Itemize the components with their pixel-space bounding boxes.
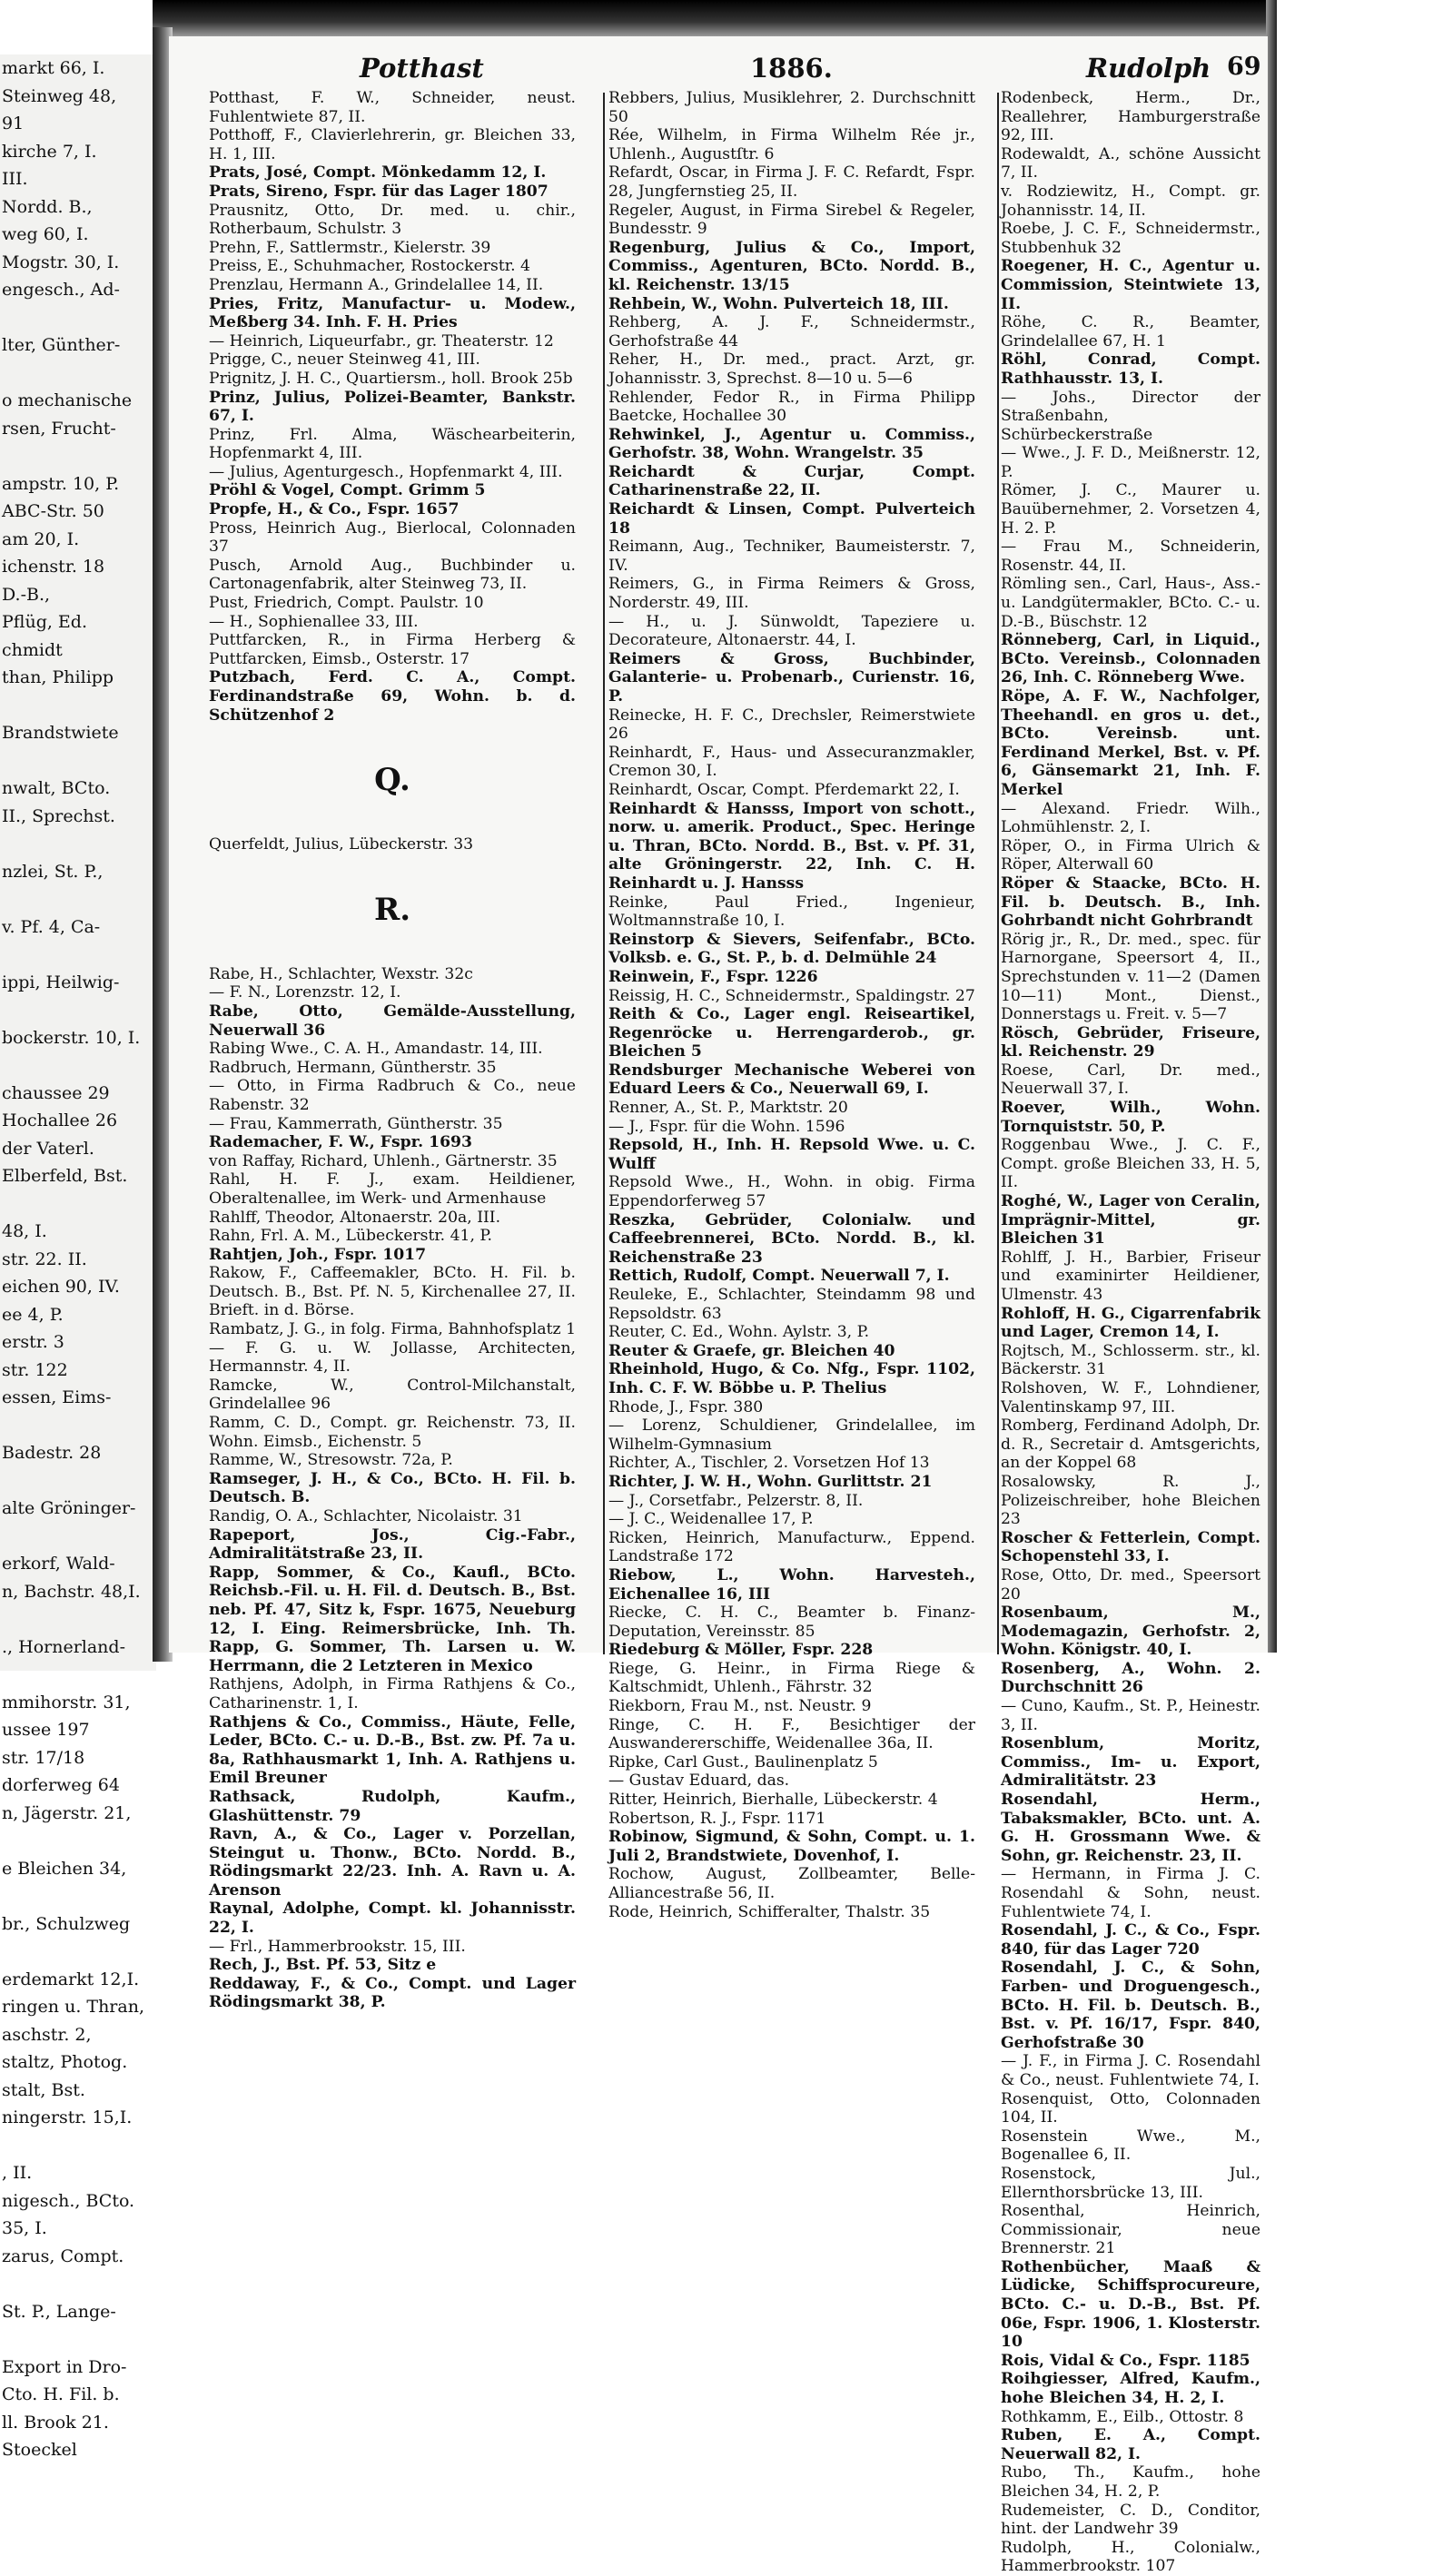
section-letter: Q. (374, 762, 410, 799)
left-page-line (0, 941, 156, 969)
left-page-line: 48, I. (2, 1221, 47, 1241)
column-3 (1001, 89, 1260, 2576)
left-page-line (0, 2325, 156, 2354)
left-page-line: eichen 90, IV. (2, 1277, 120, 1297)
left-page-line: II., Sprechst. (2, 805, 115, 826)
left-page-line: alte Gröninger- (2, 1498, 136, 1518)
directory-entry: Römling sen., Carl, Haus-, Ass.- u. Landgütermakler, BCto. C.- u. D.-B., Büschstr. 12 (1001, 575, 1260, 631)
page-header (169, 53, 1268, 89)
directory-entry: Radbruch, Hermann, Güntherstr. 35 (209, 1058, 497, 1077)
directory-entry: Rhode, J., Fspr. 380 (608, 1397, 764, 1416)
left-page-line: n, Jägerstr. 21, (2, 1802, 132, 1823)
directory-entry: Rothkamm, E., Eilb., Ottostr. 8 (1001, 2407, 1244, 2426)
left-page-line: mmihorstr. 31, (2, 1692, 131, 1712)
directory-entry: Rosendahl, Herm., Tabaksmakler, BCto. unt. A. G. H. Grossmann Wwe. & Sohn, gr. Reichenstr. 23, II. (1001, 1791, 1260, 1865)
directory-entry: — J., Fspr. für die Wohn. 1596 (608, 1117, 845, 1136)
directory-entry: Riekborn, Frau M., nst. Neustr. 9 (608, 1697, 872, 1716)
directory-entry: Reimann, Aug., Techniker, Baumeisterstr. 7, IV. (608, 538, 975, 575)
left-page-line: str. 17/18 (2, 1747, 85, 1768)
directory-entry: — Frau M., Schneiderin, Rosenstr. 44, II. (1001, 538, 1260, 575)
left-page-line: n, Bachstr. 48,I. (2, 1581, 141, 1602)
directory-entry: Rapp, Sommer, & Co., Kaufl., BCto. Reichsb.-Fil. u. H. Fil. d. Deutsch. B., Bst. neb. Pf. 47, Sitz k, Fspr. 1675, Neueburg 12, I. Eing. Reimersbrücke, Inh. Th. Rapp, G. Sommer, Th. Larsen u. W. Herrmann, die 2 Letzteren in Mexico (209, 1563, 576, 1675)
directory-entry: Rehbein, W., Wohn. Pulverteich 18, III. (608, 294, 949, 313)
left-page-line (0, 1412, 156, 1440)
left-page-line: e Bleichen 34, (2, 1858, 127, 1879)
directory-entry: Roever, Wilh., Wohn. Tornquiststr. 50, P. (1001, 1099, 1260, 1136)
directory-entry: — J., Corsetfabr., Pelzerstr. 8, II. (608, 1491, 864, 1510)
left-page-line: ampstr. 10, P. (2, 473, 120, 494)
left-page-line: br., Schulzweg (2, 1913, 131, 1934)
directory-entry: Rosalowsky, R. J., Polizeischreiber, hohe Bleichen 23 (1001, 1472, 1260, 1529)
directory-entry: Reuter, C. Ed., Wohn. Aylstr. 3, P. (608, 1323, 870, 1342)
directory-entry: Röhl, Conrad, Compt. Rathhausstr. 13, I. (1001, 350, 1260, 388)
directory-entry: Rademacher, F. W., Fspr. 1693 (209, 1133, 472, 1152)
left-page-line: than, Philipp (2, 667, 114, 687)
directory-entry: Rois, Vidal & Co., Fspr. 1185 (1001, 2351, 1250, 2370)
directory-entry: Potthoff, F., Clavierlehrerin, gr. Bleichen 33, H. 1, III. (209, 126, 576, 163)
directory-entry: — F. G. u. W. Jollasse, Architecten, Hermannstr. 4, II. (209, 1338, 576, 1377)
left-page-line: nzlei, St. P., (2, 861, 104, 882)
directory-entry: Prinz, Frl. Alma, Wäschearbeiterin, Hopfenmarkt 4, III. (209, 425, 576, 463)
directory-entry: Rothenbücher, Maaß & Lüdicke, Schiffsprocureure, BCto. C.- u. D.-B., Bst. Pf. 06e, Fspr. 1906, 1. Klosterstr. 10 (1001, 2257, 1260, 2352)
directory-entry: v. Rodziewitz, H., Compt. gr. Johannisstr. 14, II. (1001, 182, 1260, 220)
directory-entry: Pries, Fritz, Manufactur- u. Modew., Meßberg 34. Inh. F. H. Pries (209, 294, 576, 332)
left-page-line: St. P., Lange- (2, 2301, 116, 2322)
left-page-line: Mogstr. 30, I. (2, 252, 120, 272)
left-page-line (0, 885, 156, 913)
directory-entry: Rudolph, H., Colonialw., Hammerbrookstr. 107 (1001, 2538, 1260, 2576)
directory-entry: Reddaway, F., & Co., Compt. und Lager Rödingsmarkt 38, P. (209, 1974, 576, 2012)
left-page-line: Cto. H. Fil. b. (2, 2384, 120, 2404)
directory-entry: Rendsburger Mechanische Weberei von Eduard Leers & Co., Neuerwall 69, I. (608, 1061, 975, 1099)
directory-entry: Rolshoven, W. F., Lohndiener, Valentinskamp 97, III. (1001, 1378, 1260, 1416)
directory-entry: Regenburg, Julius & Co., Import, Commiss., Agenturen, BCto. Nordd. B., kl. Reichenstr. 13/15 (608, 238, 975, 294)
directory-entry: Riecke, C. H. C., Beamter b. Finanz-Deputation, Vereinsstr. 85 (608, 1604, 975, 1641)
left-page-line: chaussee 29 (2, 1082, 110, 1103)
left-page-line: erdemarkt 12,I. (2, 1969, 140, 1989)
left-page-line: ippi, Heilwig- (2, 972, 120, 992)
left-page-line (0, 2132, 156, 2160)
directory-entry: Rohlff, J. H., Barbier, Friseur und examinirter Heildiener, Ulmenstr. 43 (1001, 1248, 1260, 1304)
directory-entry: Rehwinkel, J., Agentur u. Commiss., Gerhofstr. 38, Wohn. Wrangelstr. 35 (608, 425, 975, 463)
directory-entry: Rosendahl, J. C., & Co., Fspr. 840, für das Lager 720 (1001, 1921, 1260, 1959)
directory-entry: — Hermann, in Firma J. C. Rosendahl & Sohn, neust. Fuhlentwiete 74, I. (1001, 1865, 1260, 1921)
left-page-line: chmidt (2, 639, 63, 660)
directory-entry: Romberg, Ferdinand Adolph, Dr. d. R., Secretair d. Amtsgerichts, an der Koppel 68 (1001, 1416, 1260, 1473)
directory-entry: Reinhardt & Hansss, Import von schott., norw. u. amerik. Product., Spec. Heringe u. Thran, BCto. Nordd. B., Bst. v. Pf. 31, alte Gröningerstr. 22, Inh. C. H. Reinhardt u. J. Hansss (608, 799, 975, 893)
directory-entry: Regeler, August, in Firma Sirebel & Regeler, Bundesstr. 9 (608, 201, 975, 239)
directory-entry: Röper, O., in Firma Ulrich & Röper, Alterwall 60 (1001, 836, 1260, 874)
directory-entry: Richter, J. W. H., Wohn. Gurlittstr. 21 (608, 1472, 933, 1491)
left-page-line: engesch., Ad- (2, 280, 120, 300)
directory-entry: Rodewaldt, A., schöne Aussicht 7, II. (1001, 144, 1260, 183)
directory-entry: — Alexand. Friedr. Wilh., Lohmühlenstr. 2, I. (1001, 799, 1260, 837)
directory-entry: Prenzlau, Hermann A., Grindelallee 14, II. (209, 275, 544, 294)
directory-entry: Rathsack, Rudolph, Kaufm., Glashüttenstr. 79 (209, 1787, 576, 1825)
directory-entry: — Lorenz, Schuldiener, Grindelallee, im Wilhelm-Gymnasium (608, 1416, 975, 1454)
directory-entry: Rodenbeck, Herm., Dr., Reallehrer, Hamburgerstraße 92, III. (1001, 89, 1260, 145)
left-page-line (0, 1523, 156, 1551)
left-page-line: am 20, I. (2, 528, 80, 549)
left-page-line: aschstr. 2, (2, 2024, 92, 2045)
left-page-line: o mechanische (2, 390, 133, 410)
directory-entry: Reuter & Graefe, gr. Bleichen 40 (608, 1341, 895, 1360)
directory-entry: Reinhardt, Oscar, Compt. Pferdemarkt 22, I. (608, 780, 960, 799)
top-shadow (153, 0, 1270, 36)
left-page-line: ichenstr. 18 (2, 557, 105, 577)
directory-entry: Reinecke, H. F. C., Drechsler, Reimerstwiete 26 (608, 706, 975, 744)
left-page-line: str. 122 (2, 1359, 68, 1380)
directory-entry: Röpe, A. F. W., Nachfolger, Theehandl. en gros u. det., BCto. Vereinsb. unt. Ferdinand Merkel, Bst. v. Pf. 6, Gänsemarkt 21, Inh. F. Merkel (1001, 687, 1260, 799)
directory-entry: Pust, Friedrich, Compt. Paulstr. 10 (209, 594, 484, 613)
directory-entry: Reuleke, E., Schlachter, Steindamm 98 und Repsoldstr. 63 (608, 1286, 975, 1323)
left-page-line: weg 60, I. (2, 224, 89, 244)
left-page-line: rsen, Frucht- (2, 418, 116, 439)
left-page-line: essen, Eims- (2, 1387, 112, 1407)
directory-entry: — H., Sophienallee 33, III. (209, 612, 419, 631)
directory-entry: Rubo, Th., Kaufm., hohe Bleichen 34, H. 2, P. (1001, 2463, 1260, 2501)
directory-entry: Prinz, Julius, Polizei-Beamter, Bankstr. 67, I. (209, 388, 576, 426)
directory-entry: Rosenbaum, M., Modemagazin, Gerhofstr. 2, Wohn. Königstr. 40, I. (1001, 1604, 1260, 1660)
left-page-line: ningerstr. 15,I. (2, 2107, 133, 2127)
directory-entry: Reissig, H. C., Schneidermstr., Spaldingstr. 27 (608, 986, 975, 1005)
left-page-line: ABC-Str. 50 (2, 501, 104, 521)
directory-entry: Roese, Carl, Dr. med., Neuerwall 37, I. (1001, 1061, 1260, 1099)
left-page-line (0, 1661, 156, 1689)
left-page-line (0, 996, 156, 1024)
directory-entry: Rabing Wwe., C. A. H., Amandastr. 14, III. (209, 1040, 543, 1059)
left-page-line (0, 442, 156, 470)
directory-entry: Rahtjen, Joh., Fspr. 1017 (209, 1245, 427, 1264)
left-page-line: ussee 197 (2, 1720, 90, 1740)
directory-entry: Rosenstock, Jul., Ellernthorsbrücke 13, III. (1001, 2164, 1260, 2202)
directory-entry: Rönneberg, Carl, in Liquid., BCto. Vereinsb., Colonnaden 26, Inh. C. Rönneberg Wwe. (1001, 631, 1260, 687)
directory-entry: Prats, José, Compt. Mönkedamm 12, I. (209, 163, 547, 183)
left-page-line: erkorf, Wald- (2, 1554, 115, 1574)
directory-entry: Riebow, L., Wohn. Harvesteh., Eichenallee 16, III (608, 1565, 975, 1604)
directory-entry: Rochow, August, Zollbeamter, Belle-Alliancestraße 56, II. (608, 1865, 975, 1902)
left-page-fragment (0, 54, 156, 2460)
directory-entry: — Gustav Eduard, das. (608, 1772, 790, 1791)
left-page-line: Steinweg 48, (2, 85, 117, 106)
directory-entry: Rose, Otto, Dr. med., Speersort 20 (1001, 1565, 1260, 1604)
directory-entry: Ramm, C. D., Compt. gr. Reichenstr. 73, II. Wohn. Eimsb., Eichenstr. 5 (209, 1414, 576, 1451)
directory-entry: Repsold, H., Inh. H. Repsold Wwe. u. C. Wulff (608, 1136, 975, 1173)
directory-entry: Roghé, W., Lager von Ceralin, Imprägnir-Mittel, gr. Bleichen 31 (1001, 1192, 1260, 1249)
column-rule (997, 93, 999, 1654)
left-page-line: ., Hornerland- (2, 1636, 125, 1657)
column-2 (608, 89, 975, 1921)
left-page-line: III. (2, 169, 28, 189)
directory-entry: Rathjens & Co., Commiss., Häute, Felle, Leder, BCto. C.- u. D.-B., Bst. zw. Pf. 7a u. 8a, Rathhausmarkt 1, Inh. A. Rathjens u. Emil Breuner (209, 1712, 576, 1788)
header-left-keyword: Potthast (360, 53, 484, 84)
directory-entry: Reith & Co., Lager engl. Reiseartikel, Regenröcke u. Herrengarderob., gr. Bleichen 5 (608, 1005, 975, 1061)
directory-entry: Prigge, C., neuer Steinweg 41, III. (209, 350, 480, 370)
left-page-line: ringen u. Thran, (2, 1997, 144, 2017)
directory-entry: Römer, J. C., Maurer u. Bauübernehmer, 2. Vorsetzen 4, H. 2. P. (1001, 481, 1260, 538)
directory-entry: — Frl., Hammerbrookstr. 15, III. (209, 1937, 466, 1956)
directory-entry: Raynal, Adolphe, Compt. kl. Johannisstr. 22, I. (209, 1900, 576, 1938)
header-year: 1886. (750, 53, 833, 84)
left-page-line (0, 692, 156, 720)
directory-entry: Rehberg, A. J. F., Schneidermstr., Gerhofstraße 44 (608, 313, 975, 350)
directory-entry: Querfeldt, Julius, Lübeckerstr. 33 (209, 835, 474, 854)
directory-entry: — F. N., Lorenzstr. 12, I. (209, 983, 401, 1002)
left-page-line (0, 1882, 156, 1910)
left-page-line: ee 4, P. (2, 1304, 64, 1325)
directory-entry: Rakow, F., Caffeemakler, BCto. H. Fil. b. Deutsch. B., Bst. Pf. N. 5, Kirchenallee 27, II. Brieft. in d. Börse. (209, 1264, 576, 1320)
directory-entry: Rojtsch, M., Schlosserm. str., kl. Bäckerstr. 31 (1001, 1341, 1260, 1379)
left-page-line: staltz, Photog. (2, 2052, 128, 2072)
directory-entry: Randig, O. A., Schlachter, Nicolaistr. 31 (209, 1507, 523, 1525)
directory-entry: Robinow, Sigmund, & Sohn, Compt. u. 1. Juli 2, Brandstwiete, Dovenhof, I. (608, 1828, 975, 1865)
directory-entry: Robertson, R. J., Fspr. 1171 (608, 1809, 826, 1828)
column-1 (209, 89, 576, 2012)
directory-entry: Rosendahl, J. C., & Sohn, Farben- und Droguengesch., BCto. H. Fil. b. Deutsch. B., Bst. v. Pf. 16/17, Fspr. 840, Gerhofstraße 30 (1001, 1959, 1260, 2052)
directory-entry: Rösch, Gebrüder, Friseure, kl. Reichenstr. 29 (1001, 1023, 1260, 1061)
directory-entry: Reinke, Paul Fried., Ingenieur, Woltmannstraße 10, I. (608, 893, 975, 931)
directory-entry: Riege, G. Heinr., in Firma Riege & Kaltschmidt, Uhlenh., Fährstr. 32 (608, 1659, 975, 1697)
left-page-line: kirche 7, I. (2, 141, 97, 162)
directory-entry: Rosenblum, Moritz, Commiss., Im- u. Export, Admiralitätstr. 23 (1001, 1734, 1260, 1791)
directory-entry: Pröhl & Vogel, Compt. Grimm 5 (209, 481, 486, 500)
directory-entry: Prausnitz, Otto, Dr. med. u. chir., Rotherbaum, Schulstr. 3 (209, 201, 576, 239)
left-page-line: nwalt, BCto. (2, 778, 111, 798)
left-page-line: der Vaterl. (2, 1138, 94, 1159)
directory-entry: Ramcke, W., Control-Milchanstalt, Grindelallee 96 (209, 1376, 576, 1414)
left-page-line (0, 1938, 156, 1966)
directory-entry: Rahl, H. F. J., exam. Heildiener, Oberaltenallee, im Werk- und Armenhause (209, 1170, 576, 1208)
directory-entry: Rode, Heinrich, Schifferalter, Thalstr. 35 (608, 1902, 931, 1921)
directory-entry: Pross, Heinrich Aug., Bierlocal, Colonnaden 37 (209, 518, 576, 557)
directory-entry: Renner, A., St. P., Marktstr. 20 (608, 1099, 848, 1118)
directory-entry: — J. C., Weidenallee 17, P. (608, 1510, 814, 1529)
directory-entry: — Johs., Director der Straßenbahn, Schürbeckerstraße (1001, 388, 1260, 444)
left-page-line: nigesch., BCto. (2, 2190, 135, 2211)
directory-entry: Pusch, Arnold Aug., Buchbinder u. Cartonagenfabrik, alter Steinweg 73, II. (209, 556, 576, 594)
directory-entry: Roegener, H. C., Agentur u. Commission, Steintwiete 13, II. (1001, 257, 1260, 313)
directory-entry: Rathjens, Adolph, in Firma Rathjens & Co., Catharinenstr. 1, I. (209, 1675, 576, 1712)
left-page-line: bockerstr. 10, I. (2, 1027, 141, 1048)
left-page-line: Pflüg, Ed. (2, 612, 88, 632)
directory-entry: Roebe, J. C. F., Schneidermstr., Stubbenhuk 32 (1001, 220, 1260, 257)
directory-entry: Rée, Wilhelm, in Firma Wilhelm Rée jr., Uhlenh., Augustſtr. 6 (608, 126, 975, 163)
directory-entry: Rohloff, H. G., Cigarrenfabrik und Lager, Cremon 14, I. (1001, 1304, 1260, 1342)
left-page-line (0, 747, 156, 775)
column-rule (603, 93, 605, 1654)
header-right-keyword: Rudolph (1086, 53, 1211, 84)
directory-entry: Propfe, H., & Co., Fspr. 1657 (209, 500, 460, 519)
left-page-line (0, 304, 156, 332)
directory-entry: Reichardt & Curjar, Compt. Catharinenstraße 22, II. (608, 462, 975, 500)
left-page-line: 35, I. (2, 2218, 47, 2238)
directory-entry: — Wwe., J. F. D., Meißnerstr. 12, P. (1001, 444, 1260, 481)
left-page-line: dorferweg 64 (2, 1775, 120, 1795)
directory-entry: Prignitz, J. H. C., Quartiersm., holl. Brook 25b (209, 369, 573, 388)
left-page-line: Elberfeld, Bst. (2, 1166, 128, 1186)
directory-entry: Roggenbau Wwe., J. C. F., Compt. große Bleichen 33, H. 5, II. (1001, 1136, 1260, 1192)
directory-entry: Reichardt & Linsen, Compt. Pulverteich 18 (608, 500, 975, 538)
directory-entry: — J. F., in Firma J. C. Rosendahl & Co., neust. Fuhlentwiete 74, I. (1001, 2052, 1260, 2089)
directory-entry: Rheinhold, Hugo, & Co. Nfg., Fspr. 1102, Inh. C. F. W. Böbbe u. P. Thelius (608, 1360, 975, 1397)
directory-entry: Rambatz, J. G., in folg. Firma, Bahnhofsplatz 1 (209, 1320, 577, 1339)
left-page-line: Badestr. 28 (2, 1443, 102, 1463)
directory-entry: Prehn, F., Sattlermstr., Kielerstr. 39 (209, 238, 491, 257)
directory-entry: — Julius, Agenturgesch., Hopfenmarkt 4, III. (209, 462, 563, 481)
left-page-line: str. 22. II. (2, 1249, 87, 1269)
left-page-line (0, 1605, 156, 1633)
left-page-line: markt 66, I. (2, 58, 105, 78)
directory-entry: Reimers, G., in Firma Reimers & Gross, Norderstr. 49, III. (608, 575, 975, 613)
directory-entry: Rörig jr., R., Dr. med., spec. für Harnorgane, Speersort 4, II., Sprechstunden v. 11—2 (Damen 10—11) Mont., Dienst., Donnerstags u. Freit. v. 5—7 (1001, 930, 1260, 1024)
directory-entry: Reimers & Gross, Buchbinder, Galanterie- u. Probenarb., Curienstr. 16, P. (608, 649, 975, 706)
left-page-line: Brandstwiete (2, 723, 119, 743)
directory-entry: Reinwein, F., Fspr. 1226 (608, 967, 818, 986)
left-page-line: zarus, Compt. (2, 2245, 124, 2266)
directory-entry: Ravn, A., & Co., Lager v. Porzellan, Steingut u. Thonw., BCto. Nordd. B., Rödingsmarkt 22/23. Inh. A. Ravn u. A. Arenson (209, 1825, 576, 1900)
left-page-line: D.-B., (2, 584, 51, 605)
section-letter: R. (373, 891, 411, 928)
directory-entry: Rabe, Otto, Gemälde-Ausstellung, Neuerwall 36 (209, 1002, 576, 1040)
directory-entry: Ricken, Heinrich, Manufacturw., Eppend. Landstraße 172 (608, 1528, 975, 1566)
directory-entry: Rettich, Rudolf, Compt. Neuerwall 7, I. (608, 1267, 950, 1286)
directory-entry: Roscher & Fetterlein, Compt. Schopenstehl 33, I. (1001, 1528, 1260, 1566)
left-page-line: stalt, Bst. (2, 2079, 85, 2100)
directory-entry: Refardt, Oscar, in Firma J. F. C. Refardt, Fspr. 28, Jungfernstieg 25, II. (608, 163, 975, 201)
left-page-line: Stoeckel (2, 2440, 77, 2460)
left-page-line: Export in Dro- (2, 2356, 127, 2377)
directory-entry: Röhe, C. R., Beamter, Grindelallee 67, H. 1 (1001, 313, 1260, 350)
directory-entry: Ramme, W., Stresowstr. 72a, P. (209, 1451, 453, 1470)
left-page-line: Hochallee 26 (2, 1110, 118, 1130)
left-page-line (0, 2270, 156, 2298)
left-page-line (0, 1190, 156, 1219)
directory-entry: Potthast, F. W., Schneider, neust. Fuhlentwiete 87, II. (209, 89, 576, 126)
directory-entry: Reher, H., Dr. med., pract. Arzt, gr. Johannisstr. 3, Sprechst. 8—10 u. 5—6 (608, 350, 975, 388)
directory-entry: Prats, Sireno, Fspr. für das Lager 1807 (209, 182, 549, 201)
directory-entry: Ripke, Carl Gust., Baulinenplatz 5 (608, 1752, 878, 1772)
directory-page (169, 36, 1268, 2576)
directory-entry: Puttfarcken, R., in Firma Herberg & Puttfarcken, Eimsb., Osterstr. 17 (209, 631, 576, 668)
directory-entry: Rosenquist, Otto, Colonnaden 104, II. (1001, 2089, 1260, 2127)
directory-entry: Repsold Wwe., H., Wohn. in obig. Firma Eppendorferweg 57 (608, 1173, 975, 1211)
directory-entry: Ruben, E. A., Compt. Neuerwall 82, I. (1001, 2426, 1260, 2463)
left-page-line (0, 1827, 156, 1855)
directory-entry: Putzbach, Ferd. C. A., Compt. Ferdinandstraße 69, Wohn. b. d. Schützenhof 2 (209, 668, 576, 725)
directory-entry: Riedeburg & Möller, Fspr. 228 (608, 1641, 874, 1660)
left-page-line: Nordd. B., (2, 196, 93, 217)
left-page-line: erstr. 3 (2, 1332, 64, 1352)
directory-entry: Rehlender, Fedor R., in Firma Philipp Baetcke, Hochallee 30 (608, 388, 975, 426)
directory-entry: — Cuno, Kaufm., St. P., Heinestr. 3, II. (1001, 1697, 1260, 1734)
left-page-line (0, 1051, 156, 1080)
directory-entry: Rebbers, Julius, Musiklehrer, 2. Durchschnitt 50 (608, 89, 975, 126)
left-page-line: lter, Günther- (2, 335, 121, 355)
left-page-line: 91 (2, 114, 25, 133)
left-page-line: , II. (2, 2163, 33, 2183)
directory-entry: Rahn, Frl. A. M., Lübeckerstr. 41, P. (209, 1227, 492, 1246)
directory-entry: Roihgiesser, Alfred, Kaufm., hohe Bleichen 34, H. 2, I. (1001, 2370, 1260, 2408)
directory-entry: Reinstorp & Sievers, Seifenfabr., BCto. Volksb. e. G., St. P., b. d. Delmühle 24 (608, 930, 975, 968)
directory-entry: Rosenstein Wwe., M., Bogenallee 6, II. (1001, 2127, 1260, 2165)
left-page-line (0, 830, 156, 858)
directory-entry: Rabe, H., Schlachter, Wexstr. 32c (209, 964, 473, 983)
directory-entry: Rahlff, Theodor, Altonaerstr. 20a, III. (209, 1208, 501, 1227)
directory-entry: Rech, J., Bst. Pf. 53, Sitz e (209, 1956, 437, 1975)
directory-entry: — Frau, Kammerrath, Güntherstr. 35 (209, 1114, 503, 1133)
directory-entry: Röper & Staacke, BCto. H. Fil. b. Deutsch. B., Inh. Gohrbandt nicht Gohrbrandt (1001, 873, 1260, 931)
directory-entry: Ritter, Heinrich, Bierhalle, Lübeckerstr. 4 (608, 1791, 938, 1810)
left-page-line (0, 360, 156, 388)
directory-entry: von Raffay, Richard, Uhlenh., Gärtnerstr. 35 (209, 1151, 558, 1170)
directory-entry: Ramseger, J. H., & Co., BCto. H. Fil. b. Deutsch. B. (209, 1469, 576, 1507)
directory-entry: Rapeport, Jos., Cig.-Fabr., Admiralitätstraße 23, II. (209, 1525, 576, 1564)
directory-entry: Rudemeister, C. D., Conditor, hint. der Landwehr 39 (1001, 2501, 1260, 2539)
page-number: 69 (1227, 53, 1261, 81)
directory-entry: Rosenberg, A., Wohn. 2. Durchschnitt 26 (1001, 1659, 1260, 1697)
directory-entry: Preiss, E., Schuhmacher, Rostockerstr. 4 (209, 257, 530, 276)
directory-entry: — H., u. J. Sünwoldt, Tapeziere u. Decorateure, Altonaerstr. 44, I. (608, 612, 975, 650)
directory-entry: Reszka, Gebrüder, Colonialw. und Caffeebrennerei, BCto. Nordd. B., kl. Reichenstraße 23 (608, 1210, 975, 1267)
left-page-line: ll. Brook 21. (2, 2412, 109, 2433)
directory-entry: Rosenthal, Heinrich, Commissionair, neue Brennerstr. 21 (1001, 2202, 1260, 2258)
directory-entry: Ringe, C. H. F., Besichtiger der Auswandererschiffe, Weidenallee 36a, II. (608, 1715, 975, 1753)
directory-entry: — Otto, in Firma Radbruch & Co., neue Rabenstr. 32 (209, 1077, 576, 1114)
left-page-line: v. Pf. 4, Ca- (2, 916, 101, 937)
directory-entry: Reinhardt, F., Haus- und Assecuranzmakler, Cremon 30, I. (608, 743, 975, 781)
directory-entry: — Heinrich, Liqueurfabr., gr. Theaterstr. 12 (209, 331, 554, 350)
directory-entry: Richter, A., Tischler, 2. Vorsetzen Hof 13 (608, 1454, 930, 1473)
left-page-line (0, 1467, 156, 1495)
